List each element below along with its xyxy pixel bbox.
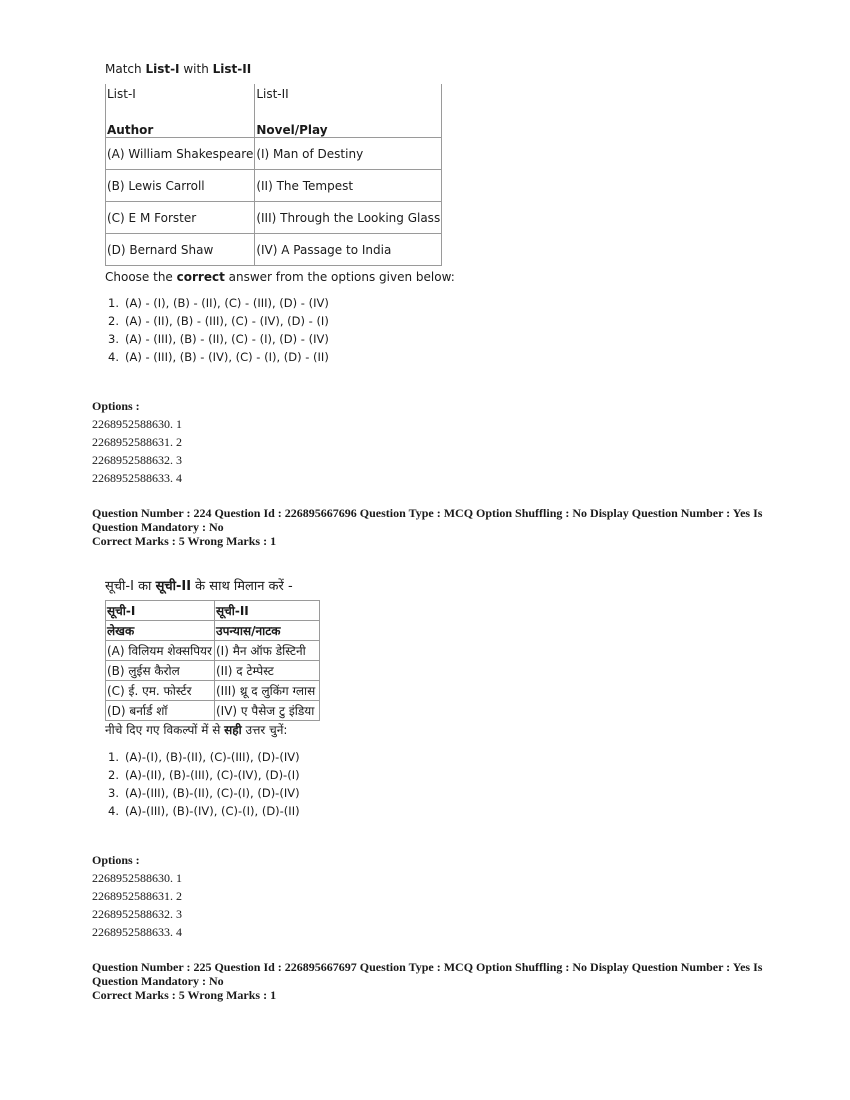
- answer-option: 1. (A) - (I), (B) - (II), (C) - (III), (D) - (IV): [108, 296, 329, 310]
- answer-option: 1. (A)-(I), (B)-(II), (C)-(III), (D)-(IV): [108, 750, 300, 764]
- answer-option: 4. (A) - (III), (B) - (IV), (C) - (I), (D) - (II): [108, 350, 329, 364]
- option-id: 2268952588632. 3: [92, 453, 182, 467]
- table-cell: (I) मैन ऑफ डेस्टिनी: [215, 641, 320, 661]
- table-header-cell: List-II: [255, 84, 442, 117]
- option-id: 2268952588631. 2: [92, 889, 182, 903]
- option-id: 2268952588631. 2: [92, 435, 182, 449]
- table-row: [106, 681, 320, 701]
- table-header-cell: सूची-I: [106, 601, 215, 621]
- table-cell: (III) Through the Looking Glass: [255, 202, 442, 234]
- question-meta-line: Question Number : 225 Question Id : 226895667697 Question Type : MCQ Option Shuffling : No Display Question Number : Yes Is: [92, 960, 763, 974]
- table-cell: (A) William Shakespeare: [106, 138, 255, 170]
- table-cell: (D) बर्नार्ड शॉ: [106, 701, 215, 721]
- choose-instruction: Choose the correct answer from the options given below:: [105, 270, 455, 284]
- question-marks: Correct Marks : 5 Wrong Marks : 1: [92, 988, 277, 1002]
- table-cell: (IV) ए पैसेज टु इंडिया: [215, 701, 320, 721]
- table-header-row: [106, 601, 320, 621]
- answer-option: 2. (A)-(II), (B)-(III), (C)-(IV), (D)-(I): [108, 768, 300, 782]
- match-table: [105, 600, 320, 721]
- options-block: [92, 851, 182, 941]
- table-cell: (III) थ्रू द लुकिंग ग्लास: [215, 681, 320, 701]
- table-header-row: [106, 117, 442, 138]
- answer-option: 3. (A)-(III), (B)-(II), (C)-(I), (D)-(IV): [108, 786, 300, 800]
- table-header-cell: लेखक: [106, 621, 215, 641]
- match-table: [105, 84, 442, 266]
- table-header-cell: उपन्यास/नाटक: [215, 621, 320, 641]
- option-id: 2268952588630. 1: [92, 417, 182, 431]
- table-header-cell: Novel/Play: [255, 117, 442, 138]
- question-meta-line: Question Number : 224 Question Id : 226895667696 Question Type : MCQ Option Shuffling : No Display Question Number : Yes Is: [92, 506, 763, 520]
- question-meta-line: Question Mandatory : No: [92, 520, 224, 534]
- options-block: [92, 397, 182, 487]
- table-row: [106, 170, 442, 202]
- table-cell: (B) लुईस कैरोल: [106, 661, 215, 681]
- table-row: [106, 234, 442, 266]
- option-id: 2268952588630. 1: [92, 871, 182, 885]
- table-row: [106, 138, 442, 170]
- option-id: 2268952588633. 4: [92, 925, 182, 939]
- answer-option: 2. (A) - (II), (B) - (III), (C) - (IV), (D) - (I): [108, 314, 329, 328]
- table-cell: (I) Man of Destiny: [255, 138, 442, 170]
- table-row: [106, 661, 320, 681]
- table-cell: (C) ई. एम. फोर्स्टर: [106, 681, 215, 701]
- table-cell: (IV) A Passage to India: [255, 234, 442, 266]
- table-header-cell: सूची-II: [215, 601, 320, 621]
- answer-option: 4. (A)-(III), (B)-(IV), (C)-(I), (D)-(II): [108, 804, 300, 818]
- table-row: [106, 202, 442, 234]
- question-meta-line: Question Mandatory : No: [92, 974, 224, 988]
- question-marks: Correct Marks : 5 Wrong Marks : 1: [92, 534, 277, 548]
- table-header-cell: Author: [106, 117, 255, 138]
- table-header-cell: List-I: [106, 84, 255, 117]
- question-prompt: Match List-I with List-II: [105, 62, 252, 76]
- options-title: Options :: [92, 853, 140, 867]
- table-cell: (B) Lewis Carroll: [106, 170, 255, 202]
- table-header-row: [106, 621, 320, 641]
- question-meta: [92, 960, 772, 1002]
- answer-option: 3. (A) - (III), (B) - (II), (C) - (I), (D) - (IV): [108, 332, 329, 346]
- table-cell: (C) E M Forster: [106, 202, 255, 234]
- options-title: Options :: [92, 399, 140, 413]
- option-id: 2268952588633. 4: [92, 471, 182, 485]
- question-prompt: सूची-I का सूची-II के साथ मिलान करें -: [105, 579, 293, 594]
- table-cell: (D) Bernard Shaw: [106, 234, 255, 266]
- option-id: 2268952588632. 3: [92, 907, 182, 921]
- question-english: [105, 62, 505, 366]
- table-cell: (A) विलियम शेक्सपियर: [106, 641, 215, 661]
- answer-options-list: [105, 294, 505, 366]
- table-header-row: [106, 84, 442, 117]
- table-row: [106, 641, 320, 661]
- choose-instruction: नीचे दिए गए विकल्पों में से सही उत्तर चुनें:: [105, 723, 288, 737]
- answer-options-list: [105, 748, 505, 820]
- question-meta: [92, 506, 772, 548]
- question-hindi: [105, 576, 505, 820]
- table-row: [106, 701, 320, 721]
- table-cell: (II) The Tempest: [255, 170, 442, 202]
- table-cell: (II) द टेम्पेस्ट: [215, 661, 320, 681]
